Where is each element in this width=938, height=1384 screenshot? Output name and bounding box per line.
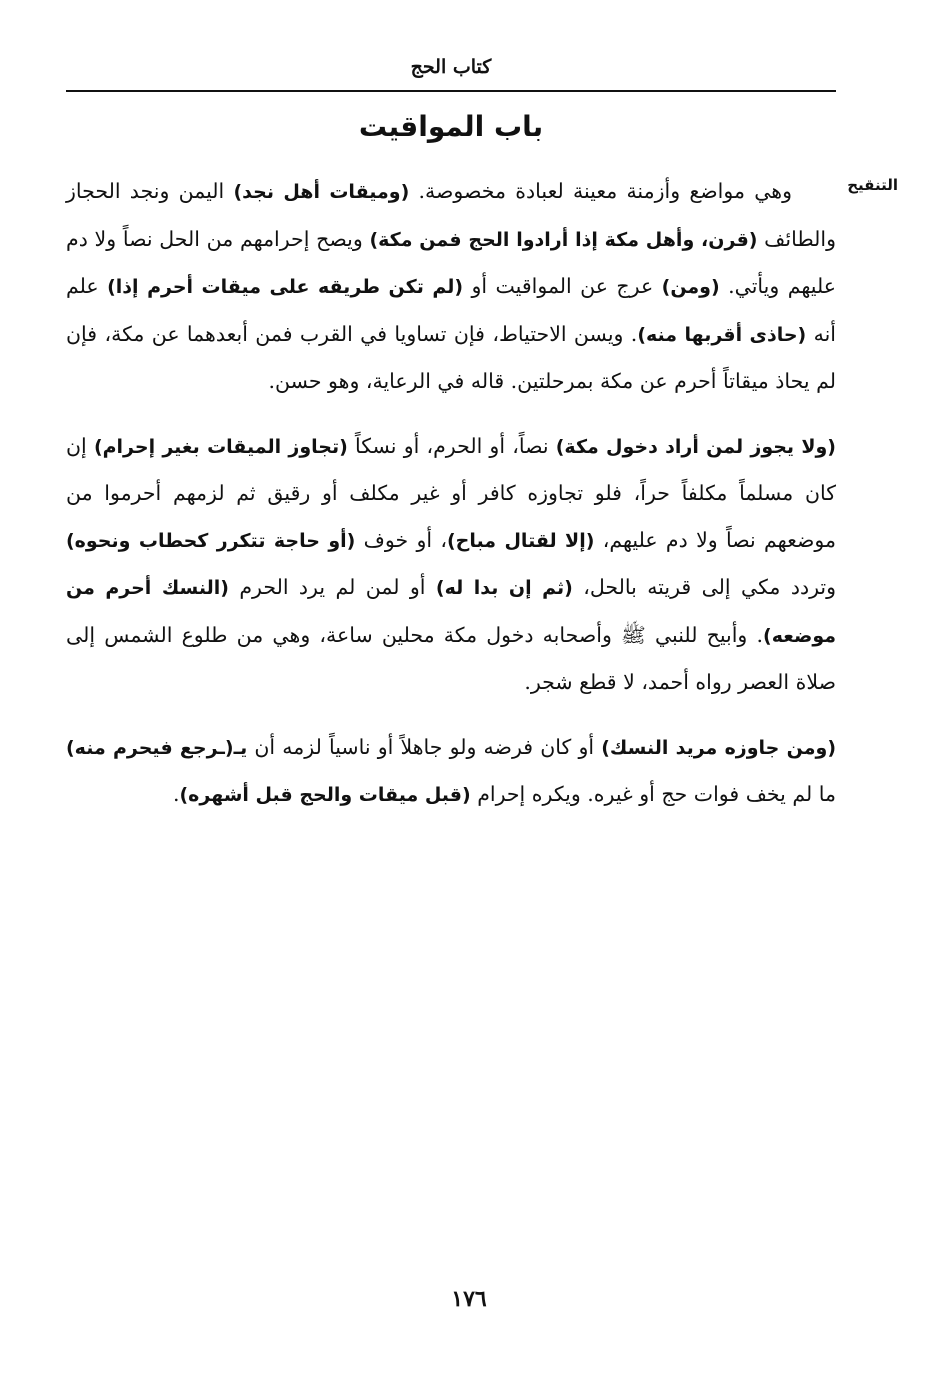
bold-text-segment: (تجاوز الميقات بغير إحرام): [93, 435, 348, 458]
text-segment: عرج عن المواقيت أو: [463, 274, 662, 298]
text-segment: أو لمن لم يرد الحرم: [228, 575, 436, 599]
paragraph-1: [66, 168, 836, 405]
bold-text-segment: (أو حاجة تتكرر كحطاب ونحوه): [66, 529, 356, 552]
bold-text-segment: (قرن، وأهل مكة إذا أرادوا الحج فمن مكة): [369, 228, 758, 251]
text-segment: ، أو خوف: [355, 527, 447, 552]
bold-text-segment: (قبل ميقات والحج قبل أشهره): [179, 784, 471, 806]
bold-text-segment: يـ(ـرجع فيحرم منه): [66, 736, 248, 759]
bold-text-segment: (ومن): [661, 276, 720, 298]
text-segment: ويصح إحرامهم من الحل نصاً ولا دم عليهم ويأتي.: [66, 226, 836, 298]
running-title: كتاب الحج: [410, 56, 492, 78]
text-segment: . ويسن الاحتياط، فإن تساويا في القرب فمن أبعدهما عن مكة، فإن لم يحاذ ميقاتاً أحرم عن مكة بمرحلتين. قاله في الرعاية، وهو حسن.: [66, 321, 836, 393]
text-segment: . وأبيح للنبي ﷺ وأصحابه دخول مكة محلين ساعة، وهي من طلوع الشمس إلى صلاة العصر رواه أحمد، لا قطع شجر.: [66, 622, 836, 694]
bold-text-segment: (النسك أحرم من موضعه): [66, 577, 836, 647]
bold-text-segment: (لم تكن طريقه على ميقات أحرم إذا): [107, 276, 464, 298]
text-segment: وهي مواضع وأزمنة معينة لعبادة مخصوصة.: [409, 179, 792, 203]
bold-text-segment: (ولا يجوز لمن أراد دخول مكة): [555, 435, 836, 458]
text-segment: إن كان مسلماً مكلفاً حراً، فلو تجاوزه كافر أو غير مكلف أو رقيق ثم لزمهم أحرموا من موضعهم نصاً ولا دم عليهم،: [66, 433, 836, 552]
text-segment: .: [172, 782, 180, 806]
header-rule: [66, 90, 836, 92]
body-text: [66, 168, 836, 837]
text-segment: نصاً، أو الحرم، أو نسكاً: [347, 433, 556, 458]
text-segment: ما لم يخف فوات حج أو غيره. ويكره إحرام: [470, 782, 836, 806]
bold-text-segment: (ومن جاوزه مريد النسك): [601, 736, 836, 759]
bold-text-segment: (ثم إن بدا له): [435, 577, 573, 599]
bold-text-segment: (حاذى أقربها منه): [637, 323, 807, 346]
bold-text-segment: (وميقات أهل نجد): [233, 181, 410, 203]
bold-text-segment: (إلا لقتال مباح): [447, 529, 595, 552]
paragraph-2: [66, 423, 836, 706]
text-segment: علم أنه: [66, 274, 837, 346]
page-number: ١٧٦: [451, 1286, 487, 1312]
text-segment: أو كان فرضه ولو جاهلاً أو ناسياً لزمه أن: [247, 734, 602, 759]
text-segment: اليمن ونجد الحجاز والطائف: [66, 179, 836, 251]
text-segment: وتردد مكي إلى قريته بالحل،: [572, 575, 836, 599]
paragraph-3: [66, 724, 836, 819]
margin-note: التنقيح: [847, 176, 898, 194]
chapter-title: باب المواقيت: [358, 110, 544, 143]
